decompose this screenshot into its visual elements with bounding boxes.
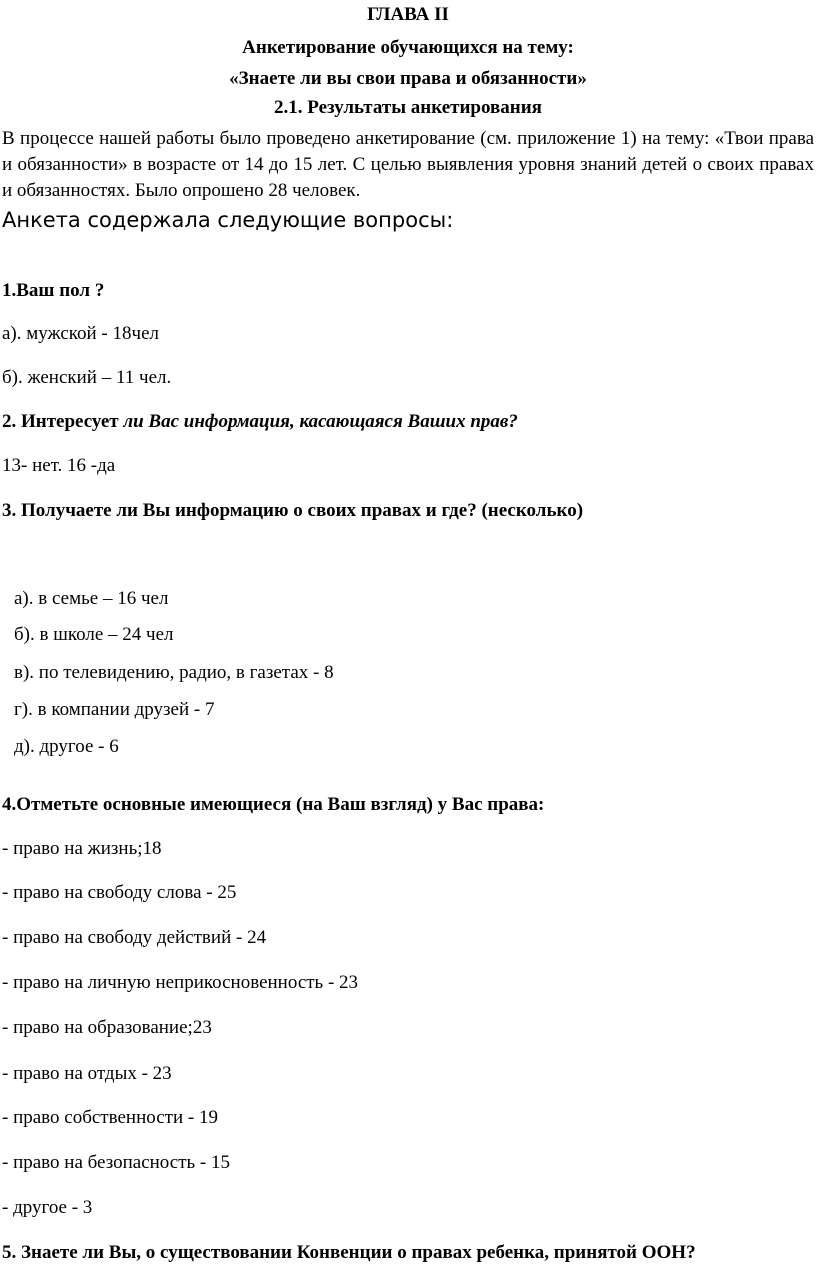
q4-answer: - другое - 3 bbox=[2, 1197, 93, 1218]
question-3: 3. Получаете ли Вы информацию о своих правах и где? (несколько) bbox=[2, 500, 584, 521]
q4-answer: - право на свободу слова - 25 bbox=[2, 882, 237, 903]
q4-answer: - право на личную неприкосновенность - 23 bbox=[2, 972, 359, 993]
question-2 bbox=[2, 411, 518, 433]
q3-answer: б). в школе – 24 чел bbox=[14, 624, 174, 645]
question-5: 5. Знаете ли Вы, о существовании Конвенции о правах ребенка, принятой ООН? bbox=[2, 1242, 696, 1263]
question-2-bold: 2. Интересует bbox=[2, 411, 119, 432]
q4-answer: - право на безопасность - 15 bbox=[2, 1152, 230, 1173]
section-heading: 2.1. Результаты анкетирования bbox=[274, 97, 542, 118]
q4-answer: - право на свободу действий - 24 bbox=[2, 927, 267, 948]
question-2-italic: ли Вас информация, касающаяся Ваших прав? bbox=[118, 411, 518, 432]
q3-answer: г). в компании друзей - 7 bbox=[14, 699, 215, 720]
title-line-2: «Знаете ли вы свои права и обязанности» bbox=[229, 68, 587, 89]
q4-answer: - право на жизнь;18 bbox=[2, 838, 162, 859]
questions-heading: Анкета содержала следующие вопросы: bbox=[2, 208, 454, 232]
question-4: 4.Отметьте основные имеющиеся (на Ваш взгляд) у Вас права: bbox=[2, 794, 545, 815]
q3-answer: а). в семье – 16 чел bbox=[14, 588, 169, 609]
q2-answer: 13- нет. 16 -да bbox=[2, 455, 116, 476]
q1-answer: б). женский – 11 чел. bbox=[2, 367, 172, 388]
intro-paragraph: В процессе нашей работы было проведено анкетирование (см. приложение 1) на тему: «Твои права и обязанности» в возрасте от 14 до 15 лет. С целью выявления уровня знаний детей о своих правах и обязанностях. Было опрошено 28 человек. bbox=[2, 128, 814, 201]
q4-answer: - право собственности - 19 bbox=[2, 1107, 218, 1128]
q4-answer: - право на отдых - 23 bbox=[2, 1063, 172, 1084]
chapter-heading: ГЛАВА II bbox=[367, 4, 449, 25]
title-line-1: Анкетирование обучающихся на тему: bbox=[242, 37, 574, 58]
q3-answer: в). по телевидению, радио, в газетах - 8 bbox=[14, 662, 334, 683]
q3-answer: д). другое - 6 bbox=[14, 736, 119, 757]
question-1: 1.Ваш пол ? bbox=[2, 280, 105, 301]
q1-answer: а). мужской - 18чел bbox=[2, 323, 159, 344]
q4-answer: - право на образование;23 bbox=[2, 1017, 212, 1038]
